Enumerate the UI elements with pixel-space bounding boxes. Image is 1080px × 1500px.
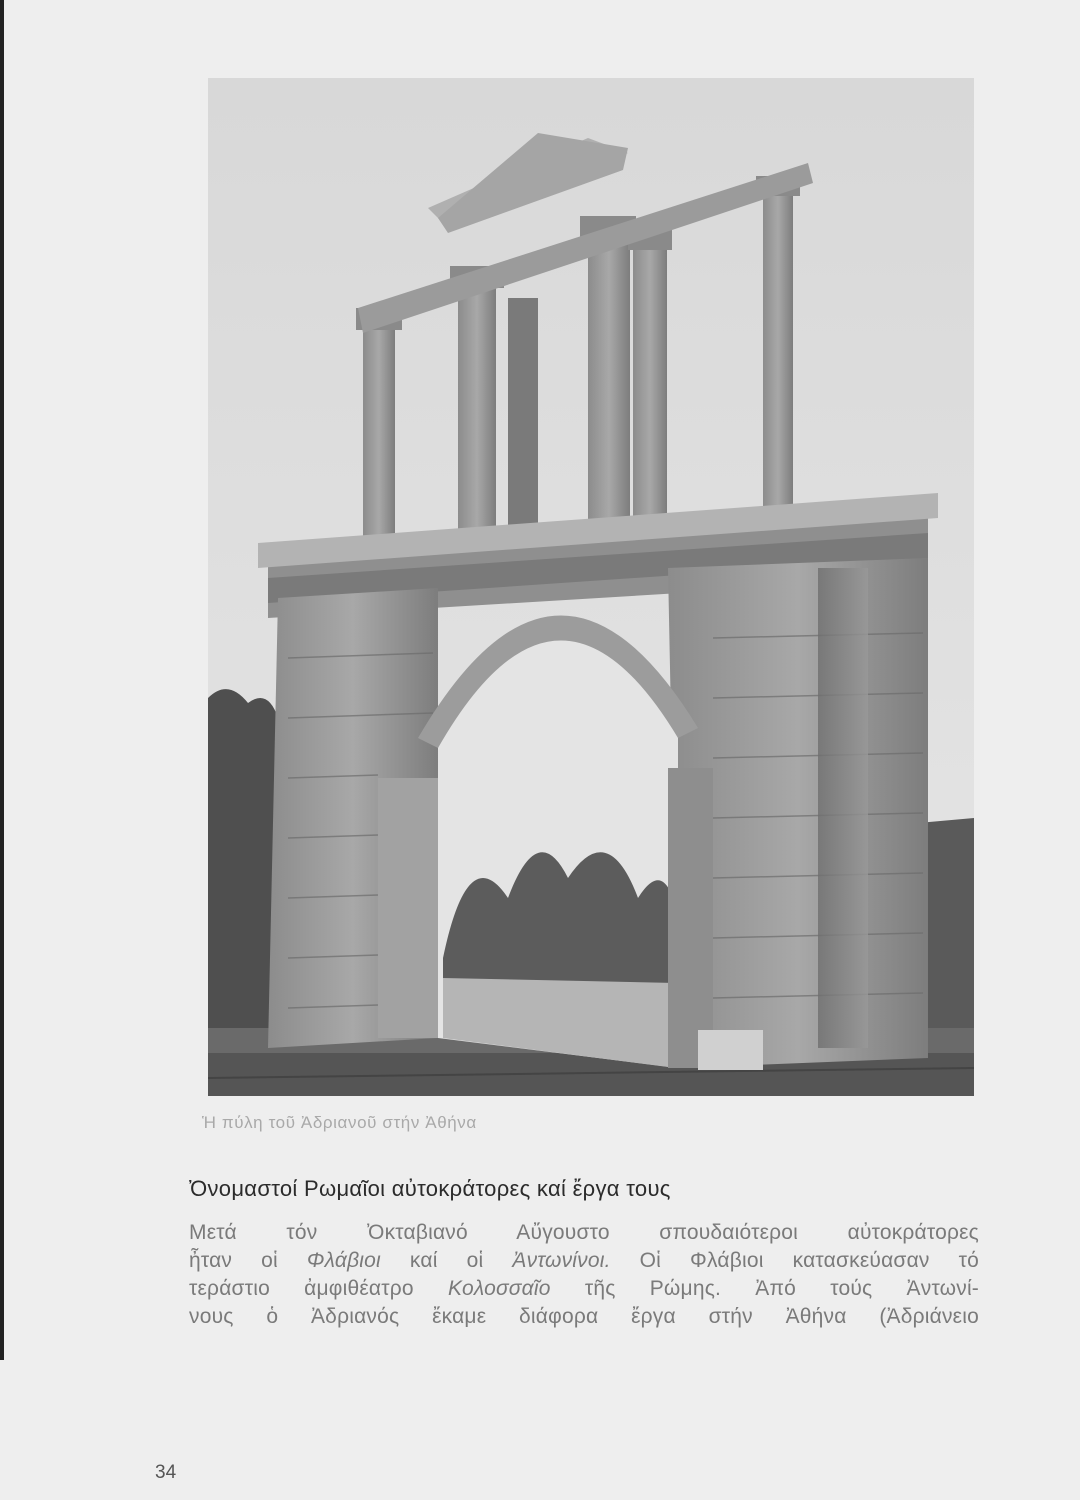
body-paragraph bbox=[189, 1219, 979, 1331]
body-line-1: Μετά τόν Ὀκταβιανό Αὔγουστο σπουδαιότεροι αὐτοκράτορες bbox=[189, 1221, 979, 1244]
section-heading: Ὀνομαστοί Ρωμαῖοι αὐτοκράτορες καί ἔργα τους bbox=[189, 1176, 671, 1201]
body-line-4: νους ὁ Ἀδριανός ἔκαμε διάφορα ἔργα στήν Ἀθήνα (Ἀδριάνειο bbox=[189, 1305, 979, 1328]
arch-of-hadrian-photo bbox=[208, 78, 974, 1096]
figure-caption: Ἡ πύλη τοῦ Ἀδριανοῦ στήν Ἀθήνα bbox=[202, 1113, 477, 1132]
page-number: 34 bbox=[155, 1462, 177, 1483]
body-line-2: ἦταν οἱ Φλάβιοι καί οἱ Ἀντωνίνοι. Οἱ Φλάβιοι κατασκεύασαν τό bbox=[189, 1249, 980, 1272]
arch-photo-illustration bbox=[208, 78, 974, 1096]
page-edge-shadow bbox=[0, 0, 4, 1360]
body-line-3: τεράστιο ἀμφιθέατρο Κολοσσαῖο τῆς Ρώμης. Ἀπό τούς Ἀντωνί- bbox=[189, 1277, 980, 1300]
